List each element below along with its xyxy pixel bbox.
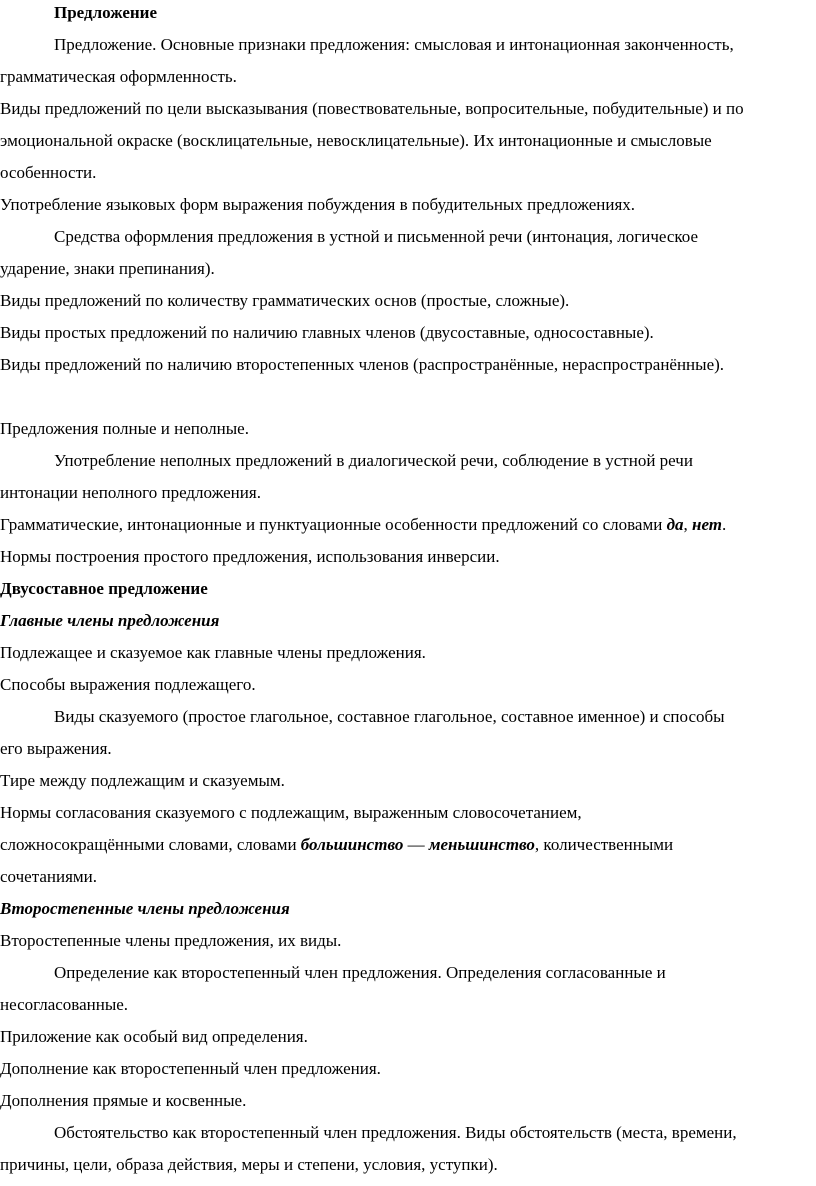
paragraph-line: Виды предложений по наличию второстепенных членов (распространённые, нераспространённые).	[0, 355, 725, 374]
paragraph-line: Нормы согласования сказуемого с подлежащим, выраженным словосочетанием,	[0, 803, 582, 822]
subsection-heading: Второстепенные члены предложения	[0, 899, 290, 918]
paragraph-line: Обстоятельство как второстепенный член предложения. Виды обстоятельств (места, времени,	[54, 1123, 737, 1142]
paragraph-line: эмоциональной окраске (восклицательные, невосклицательные). Их интонационные и смысловые	[0, 131, 712, 150]
paragraph-line: Средства оформления предложения в устной и письменной речи (интонация, логическое	[54, 227, 699, 246]
paragraph-line: Дополнение как второстепенный член предложения.	[0, 1059, 381, 1078]
paragraph-line	[0, 834, 673, 856]
paragraph-line: Употребление неполных предложений в диалогической речи, соблюдение в устной речи	[54, 451, 693, 470]
text-run: ,	[683, 515, 692, 534]
text-run: сложносокращёнными словами, словами	[0, 835, 301, 854]
emphasis-word: нет	[692, 515, 722, 534]
paragraph-line: сочетаниями.	[0, 867, 98, 886]
paragraph-line: интонации неполного предложения.	[0, 483, 261, 502]
paragraph-line: Определение как второстепенный член предложения. Определения согласованные и	[54, 963, 666, 982]
paragraph-line: ударение, знаки препинания).	[0, 259, 215, 278]
paragraph-line: Нормы построения простого предложения, использования инверсии.	[0, 547, 500, 566]
text-run: , количественными	[534, 835, 674, 854]
paragraph-line: Предложения полные и неполные.	[0, 419, 249, 438]
paragraph-line: Подлежащее и сказуемое как главные члены предложения.	[0, 643, 426, 662]
text-run: Грамматические, интонационные и пунктуационные особенности предложений со словами	[0, 515, 667, 534]
paragraph-line	[0, 514, 726, 536]
paragraph-line: Дополнения прямые и косвенные.	[0, 1091, 247, 1110]
emphasis-word: большинство	[300, 835, 404, 854]
subsection-heading: Главные члены предложения	[0, 611, 220, 630]
paragraph-line: Виды предложений по цели высказывания (повествовательные, вопросительные, побудительные) и по	[0, 99, 744, 118]
paragraph-line: Виды простых предложений по наличию главных членов (двусоставные, односоставные).	[0, 323, 654, 342]
paragraph-line: его выражения.	[0, 739, 112, 758]
paragraph-line: Приложение как особый вид определения.	[0, 1027, 308, 1046]
paragraph-line: Второстепенные члены предложения, их виды.	[0, 931, 342, 950]
paragraph-line: Тире между подлежащим и сказуемым.	[0, 771, 285, 790]
paragraph-line: несогласованные.	[0, 995, 129, 1014]
emphasis-word: да	[666, 515, 684, 534]
text-run: —	[403, 835, 429, 854]
paragraph-line: Употребление языковых форм выражения побуждения в побудительных предложениях.	[0, 195, 636, 214]
section-heading: Двусоставное предложение	[0, 579, 208, 598]
paragraph-line: Виды сказуемого (простое глагольное, составное глагольное, составное именное) и способы	[54, 707, 725, 726]
doc-title: Предложение	[54, 3, 157, 22]
paragraph-line: причины, цели, образа действия, меры и степени, условия, уступки).	[0, 1155, 498, 1174]
paragraph-line: Виды предложений по количеству грамматических основ (простые, сложные).	[0, 291, 570, 310]
paragraph-line: особенности.	[0, 163, 97, 182]
text-run: .	[721, 515, 727, 534]
paragraph-line: Способы выражения подлежащего.	[0, 675, 256, 694]
paragraph-line: грамматическая оформленность.	[0, 67, 237, 86]
emphasis-word: меньшинство	[428, 835, 535, 854]
paragraph-line: Предложение. Основные признаки предложения: смысловая и интонационная законченность,	[54, 35, 734, 54]
